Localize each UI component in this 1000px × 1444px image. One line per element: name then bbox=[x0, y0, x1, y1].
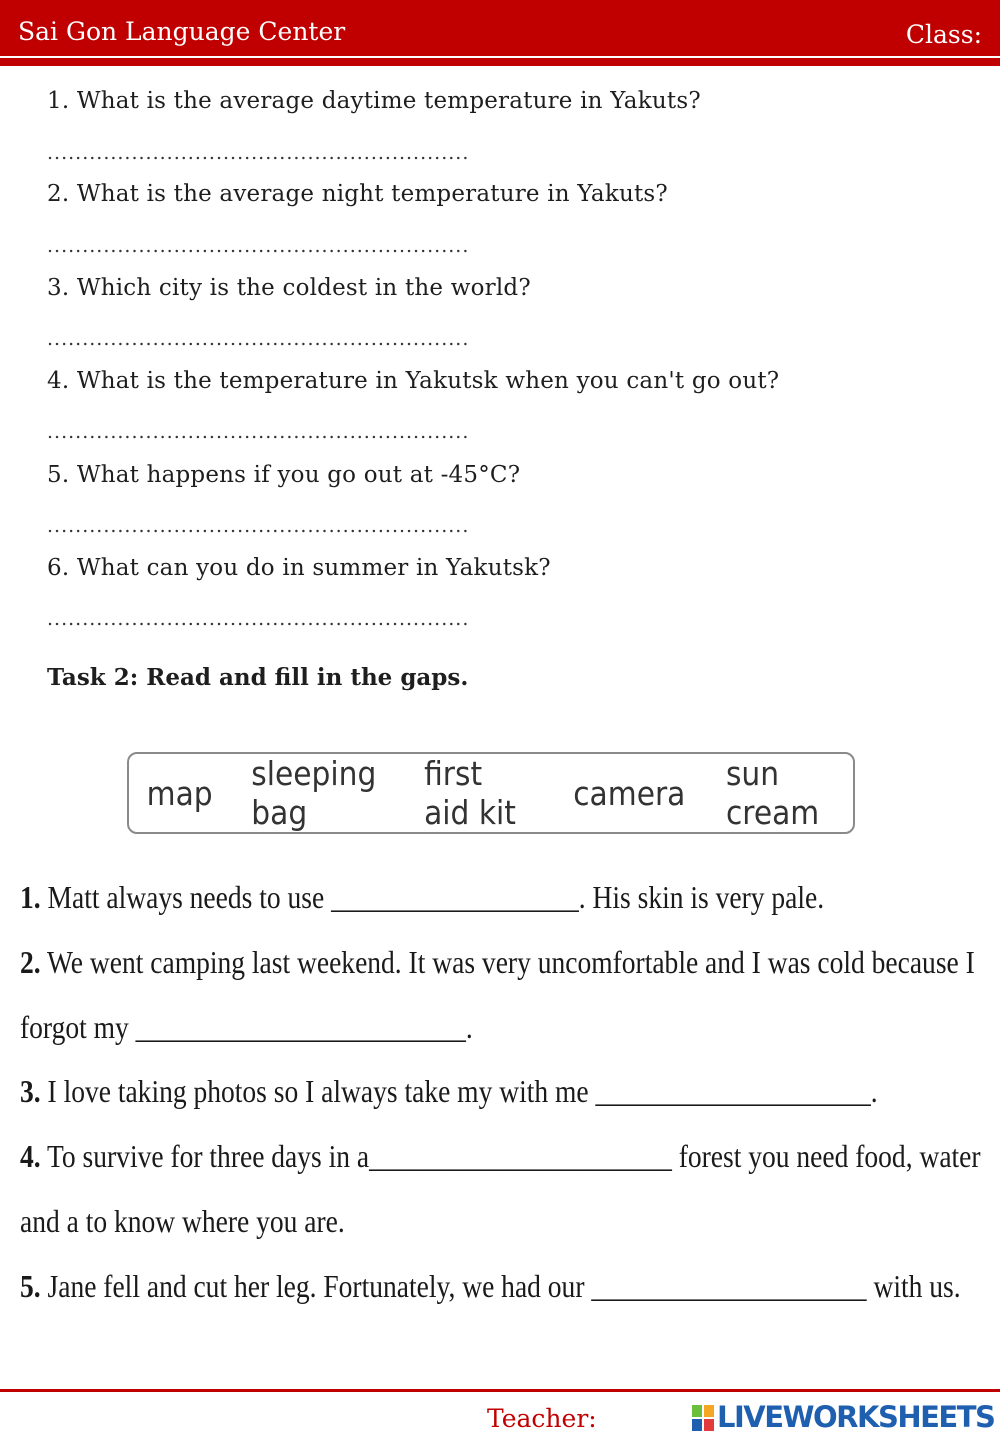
question-3: 3. Which city is the coldest in the world? bbox=[47, 275, 531, 301]
question-6: 6. What can you do in summer in Yakutsk? bbox=[47, 555, 551, 581]
sentence-text: and a to know where you are. bbox=[20, 1203, 345, 1239]
sentence-number: 2. bbox=[20, 944, 41, 980]
question-4: 4. What is the temperature in Yakutsk when you can't go out? bbox=[47, 368, 780, 394]
teacher-label: Teacher: bbox=[487, 1404, 597, 1433]
gap-sentence-2-cont bbox=[20, 1009, 473, 1046]
word-bank-item: sleeping bag bbox=[251, 754, 377, 832]
question-2: 2. What is the average night temperature in Yakuts? bbox=[47, 181, 668, 207]
word-bank-item: camera bbox=[573, 773, 686, 813]
answer-line-1[interactable]: ............................................................ bbox=[47, 142, 470, 164]
word-bank-item: map bbox=[146, 773, 213, 813]
sentence-text: Jane fell and cut her leg. Fortunately, we had our ____________________ with us. bbox=[47, 1268, 961, 1304]
sentence-text: To survive for three days in a______________________ forest you need food, water bbox=[47, 1138, 981, 1174]
word-bank-item: first aid kit bbox=[423, 754, 516, 832]
gap-sentence-4 bbox=[20, 1138, 981, 1175]
gap-sentence-4-cont bbox=[20, 1203, 345, 1240]
footer-divider bbox=[0, 1389, 1000, 1392]
sentence-text: I love taking photos so I always take my with me ____________________. bbox=[47, 1073, 878, 1109]
question-1: 1. What is the average daytime temperature in Yakuts? bbox=[47, 88, 701, 114]
sentence-text: Matt always needs to use __________________. His skin is very pale. bbox=[47, 879, 825, 915]
answer-line-3[interactable]: ............................................................ bbox=[47, 328, 470, 350]
answer-line-2[interactable]: ............................................................ bbox=[47, 235, 470, 257]
answer-line-4[interactable]: ............................................................ bbox=[47, 421, 470, 443]
gap-sentence-3 bbox=[20, 1073, 878, 1110]
answer-line-5[interactable]: ............................................................ bbox=[47, 515, 470, 537]
gap-sentence-5 bbox=[20, 1268, 961, 1305]
task2-title: Task 2: Read and fill in the gaps. bbox=[47, 664, 469, 691]
sentence-number: 3. bbox=[20, 1073, 41, 1109]
sentence-number: 1. bbox=[20, 879, 41, 915]
sentence-text: forgot my ________________________. bbox=[20, 1009, 473, 1045]
sentence-text: We went camping last weekend. It was very uncomfortable and I was cold because I bbox=[47, 944, 975, 980]
gap-sentence-1 bbox=[20, 879, 824, 916]
question-5: 5. What happens if you go out at -45°C? bbox=[47, 462, 521, 488]
center-name: Sai Gon Language Center bbox=[18, 17, 346, 46]
word-bank-item: sun cream bbox=[725, 754, 820, 832]
header-divider bbox=[0, 58, 1000, 66]
sentence-number: 5. bbox=[20, 1268, 41, 1304]
word-bank bbox=[127, 752, 855, 834]
answer-line-6[interactable]: ............................................................ bbox=[47, 608, 470, 630]
class-label: Class: bbox=[905, 20, 982, 49]
sentence-number: 4. bbox=[20, 1138, 41, 1174]
liveworksheets-logo-icon bbox=[692, 1405, 714, 1431]
gap-sentence-2 bbox=[20, 944, 975, 981]
liveworksheets-brand: LIVEWORKSHEETS bbox=[717, 1400, 995, 1434]
